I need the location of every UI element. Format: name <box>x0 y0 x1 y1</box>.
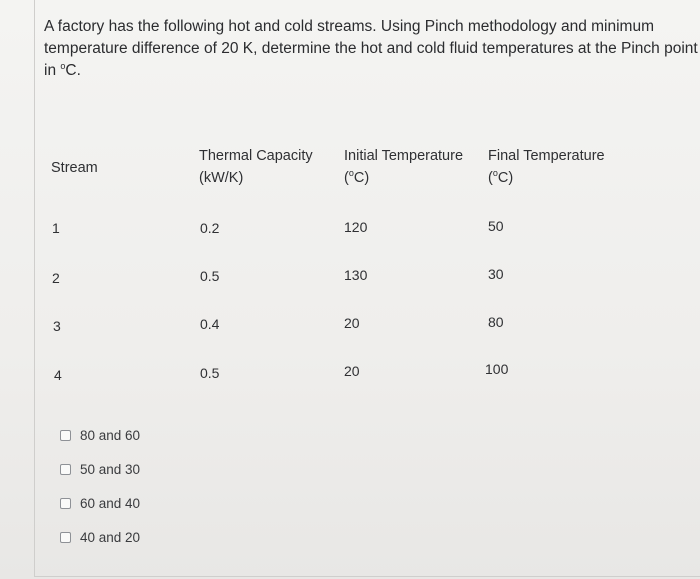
option-2-checkbox[interactable] <box>60 464 71 475</box>
option-1-checkbox[interactable] <box>60 430 71 441</box>
row-1-capacity: 0.2 <box>200 220 220 236</box>
question-text <box>44 16 700 82</box>
option-2[interactable] <box>60 460 140 478</box>
option-4-checkbox[interactable] <box>60 532 71 543</box>
option-1-label[interactable]: 80 and 60 <box>80 427 141 443</box>
header-initial-temperature: Initial Temperature ($^o$C) <box>344 148 464 186</box>
row-3-final: 80 <box>488 314 504 330</box>
option-2-label[interactable]: 50 and 30 <box>80 461 141 477</box>
header-thermal-capacity: Thermal Capacity (kW/K) <box>199 148 313 186</box>
header-final-temperature: Final Temperature ($^o$C) <box>488 148 605 186</box>
question-line-3: in $^o$C. <box>44 61 81 79</box>
option-4[interactable] <box>60 528 140 546</box>
row-4-stream: 4 <box>54 367 62 383</box>
row-2-initial: 130 <box>344 267 368 283</box>
row-1-initial: 120 <box>344 219 368 235</box>
question-frame <box>34 0 700 577</box>
row-3-capacity: 0.4 <box>200 316 220 332</box>
row-2-stream: 2 <box>52 270 60 286</box>
question-line-2: temperature difference of 20 K, determine the hot and cold fluid temperatures at the Pinch point <box>44 40 698 57</box>
row-1-stream: 1 <box>52 220 60 236</box>
row-4-initial: 20 <box>344 363 360 379</box>
row-3-initial: 20 <box>344 315 360 331</box>
option-4-label[interactable]: 40 and 20 <box>80 529 141 545</box>
row-2-final: 30 <box>488 266 504 282</box>
row-1-final: 50 <box>488 218 504 234</box>
row-4-capacity: 0.5 <box>200 365 220 381</box>
question-line-1: A factory has the following hot and cold streams. Using Pinch methodology and minimum <box>44 18 654 35</box>
option-3[interactable] <box>60 494 140 512</box>
header-stream: Stream <box>51 160 98 176</box>
row-3-stream: 3 <box>53 318 61 334</box>
option-1[interactable] <box>60 426 140 444</box>
row-4-final: 100 <box>485 361 509 377</box>
row-2-capacity: 0.5 <box>200 268 220 284</box>
option-3-checkbox[interactable] <box>60 498 71 509</box>
option-3-label[interactable]: 60 and 40 <box>80 495 141 511</box>
